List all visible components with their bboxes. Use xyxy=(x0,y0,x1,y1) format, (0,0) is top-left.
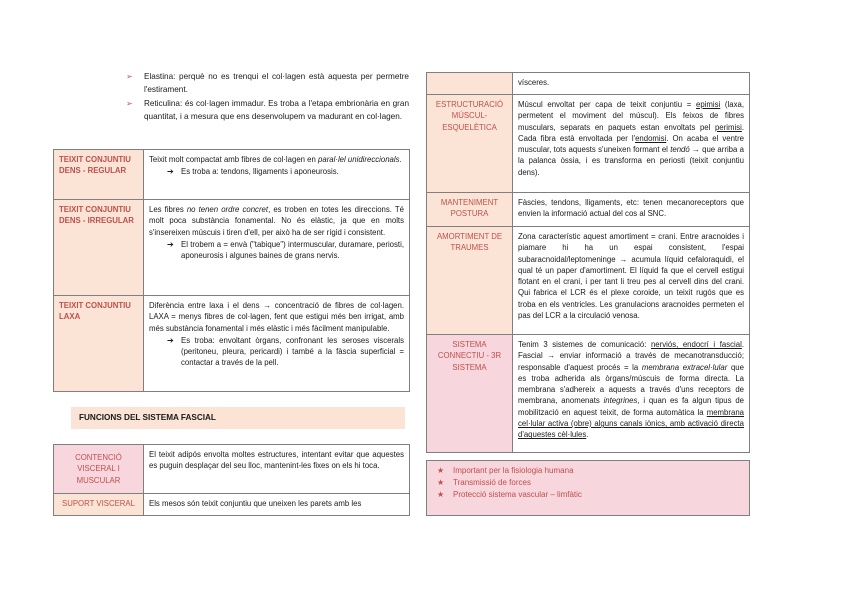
row-text: Teixit molt compactat amb fibres de col·lagen en xyxy=(149,155,319,164)
arrow-bullet-icon: ➢ xyxy=(126,99,133,108)
table-row xyxy=(54,494,410,516)
row-text-emphasis: no tenen ordre concret xyxy=(186,205,269,214)
row-text: . xyxy=(399,155,402,164)
row-content xyxy=(144,150,410,200)
star-icon: ★ xyxy=(437,478,445,487)
arrow-right-icon: ➔ xyxy=(167,167,174,177)
sub-text: Es troba: envoltant òrgans, confronant les seroses viscerals (peritoneu, pleura, pericardi) i també a la fàscia superficial = contactar a través de la pell. xyxy=(181,335,404,368)
table-row xyxy=(54,200,410,296)
list-item xyxy=(437,466,739,475)
table-row xyxy=(54,445,410,494)
row-text: . Cada fibra està envoltada per l' xyxy=(518,122,744,143)
row-text-emphasis: tendó xyxy=(670,145,690,155)
sub-text: Es troba a: tendons, lligaments i aponeurosis. xyxy=(181,167,339,177)
row-text: . xyxy=(586,430,589,440)
sub-text: El trobem a = envà ("tabique") intermuscular, duramare, periosti, aponeurosis i algunes baines de grans nervis. xyxy=(181,239,404,261)
row-header: SISTEMA CONNECTIU - 3R SISTEMA xyxy=(427,335,513,453)
row-text-underlined: endomisi xyxy=(635,133,667,143)
table-row xyxy=(427,227,750,335)
list-item-text: Transmissió de forces xyxy=(453,478,531,487)
arrow-right-icon: ➔ xyxy=(167,239,174,249)
row-header: TEIXIT CONJUNTIU DENS - REGULAR xyxy=(54,150,144,200)
table-row xyxy=(427,95,750,193)
row-header: TEIXIT CONJUNTIU LAXA xyxy=(54,296,144,392)
row-text: que es troba adherida als òrgans/múscuis de forma directa. La membrana s'adhereix a aquests a través d'uns receptors de membrana, anomenats xyxy=(518,362,744,406)
row-text: Diferència entre laxa i el dens → concentració de fibres de col·lagen. LAXA = menys fibres de col·lagen, fent que estigui més ben irrigat, amb més substància fonamental i més elàstic i més fàcilment manipulable. xyxy=(149,301,404,333)
row-text-underlined: perimisi xyxy=(714,122,742,132)
section-title-bar: FUNCIONS DEL SISTEMA FASCIAL xyxy=(71,407,405,429)
row-text: , es troben en totes les direccions. Té molt poca substància fonamental. No és elàstic, ja que en molts s'insereixen múscuis i tiren d'ell, per això ha de ser rígid i consistent. xyxy=(149,205,404,237)
fascial-functions-table-left xyxy=(53,444,410,516)
row-text: , i quan es fa algun tipus de mobilització en aquest teixit, de forma automàtica la xyxy=(518,396,744,417)
list-item xyxy=(126,70,409,96)
list-item xyxy=(437,490,739,499)
row-text: Tenim 3 sistemes de comunicació: xyxy=(518,340,651,349)
row-text-emphasis: paral·lel unidireccionals xyxy=(318,155,400,164)
row-header xyxy=(427,73,513,95)
table-row xyxy=(427,73,750,95)
list-item-text: Protecció sistema vascular – limfàtic xyxy=(453,490,582,499)
row-text-underlined: epimisi xyxy=(696,100,721,109)
row-text: Múscul envoltat per capa de teixit conjuntiu = xyxy=(518,100,696,109)
fascial-functions-table-right xyxy=(426,72,750,453)
row-text: Les fibres xyxy=(149,205,187,214)
top-bullet-list xyxy=(126,70,409,124)
star-icon: ★ xyxy=(437,466,445,475)
bullet-text: Elastina: perquè no es trenqui el col·lagen està aquesta per permetre l'estirament. xyxy=(144,72,409,94)
row-text: → que arriba a la palanca òssia, i es transforma en periosti (teixit conjuntiu dens). xyxy=(518,145,744,177)
list-item xyxy=(437,478,739,487)
row-text: . On acaba el ventre muscular, tots aquests s'uneixen formant el xyxy=(518,133,745,155)
list-item-text: Important per la fisiologia humana xyxy=(453,466,574,475)
row-text-emphasis: membrana extracel·lular xyxy=(641,362,728,372)
row-text: . Fascial → enviar informació a través de mecanotransducció; responsable d'aquest procés = la xyxy=(518,340,744,372)
connective-tissue-table xyxy=(53,149,410,392)
row-content: vísceres. xyxy=(513,73,750,95)
row-content xyxy=(144,200,410,296)
bullet-text: Reticulina: és col·lagen immadur. Es troba a l'etapa embrionària en gran quantitat, i a mesura que ens desenvolupem va madurant en col·lagen. xyxy=(144,99,409,121)
row-header: CONTENCIÓ VISCERAL I MUSCULAR xyxy=(54,445,144,494)
arrow-right-icon: ➔ xyxy=(167,335,174,345)
row-content xyxy=(513,95,750,193)
row-header: TEIXIT CONJUNTIU DENS - IRREGULAR xyxy=(54,200,144,296)
row-text-underlined: nerviós, endocrí i fascial xyxy=(650,340,742,349)
row-content: El teixit adipós envolta moltes estructures, intentant evitar que aquestes es puguin desplaçar del seu lloc, mantenint-les fixes on els hi toca. xyxy=(144,445,410,494)
table-row xyxy=(427,335,750,453)
list-item xyxy=(126,97,409,123)
row-content: Els mesos són teixit conjuntiu que uneixen les parets amb les xyxy=(144,494,410,516)
row-header: SUPORT VISCERAL xyxy=(54,494,144,516)
row-content: Fàscies, tendons, lligaments, etc: tenen mecanoreceptors que envien la informació actual del cos al SNC. xyxy=(513,193,750,227)
row-header: AMORTIMENT DE TRAUMES xyxy=(427,227,513,335)
row-header: MANTENIMENT POSTURA xyxy=(427,193,513,227)
row-text-underlined: membrana cel·lular activa (obre) alguns canals iònics, amb activació directa d'aquestes cèl·lules xyxy=(518,407,744,440)
table-row xyxy=(54,150,410,200)
arrow-bullet-icon: ➢ xyxy=(126,72,133,81)
row-text-emphasis: integrines xyxy=(603,396,638,406)
row-content xyxy=(513,335,750,453)
table-row xyxy=(54,296,410,392)
star-icon: ★ xyxy=(437,490,445,499)
row-content xyxy=(144,296,410,392)
table-row xyxy=(427,193,750,227)
row-text: (laxa, permetent el moviment del múscul). Els feixos de fibres musculars, separats en paquets estan envoltats pel xyxy=(518,100,744,132)
row-header: ESTRUCTURACIÓ MÚSCUL-ESQUELÈTICA xyxy=(427,95,513,193)
row-content: Zona característic aquest amortiment = crani. Entre aracnoides i piamare hi ha un espai consistent, l'espai subaracnoidal/leptomeninge → acumula líquid cefaloraquidi, el qual té un paper d'amortiment. El líquid fa que el cervell estigui flotant en el crani, i per tant li treu pes al cervell dins del crani. Qui fabrica el LCR és el plexe coroide, un teixit rugós que es troba en els ventricles. Les granulacions aracnoides permeten el pas del LCR a la circulació venosa. xyxy=(513,227,750,335)
importance-list xyxy=(426,460,750,516)
